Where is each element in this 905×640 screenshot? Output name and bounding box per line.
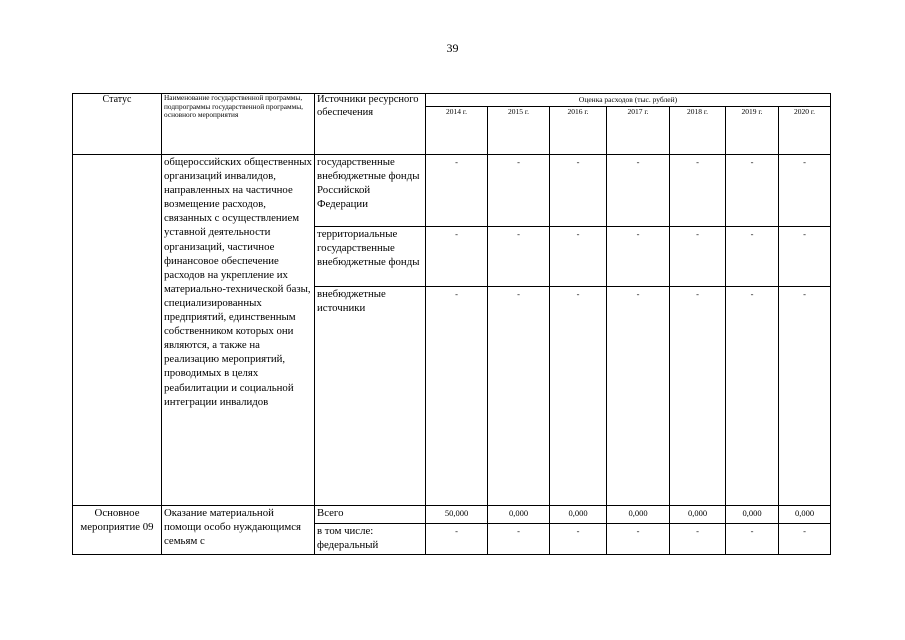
table-row (73, 506, 831, 524)
value-cell: 0,000 (550, 506, 607, 524)
value-cell: - (779, 227, 831, 287)
value-cell: - (607, 227, 670, 287)
value-cell: - (779, 155, 831, 227)
value-cell: - (550, 155, 607, 227)
value-cell: - (488, 155, 550, 227)
value-cell: - (726, 227, 779, 287)
value-cell: - (607, 287, 670, 506)
value-cell: - (779, 287, 831, 506)
value-cell: - (670, 524, 726, 555)
value-cell: - (550, 227, 607, 287)
header-year: 2020 г. (779, 107, 831, 155)
status-cell: Основное мероприятие 09 (73, 506, 162, 555)
header-year: 2016 г. (550, 107, 607, 155)
value-cell: 0,000 (726, 506, 779, 524)
value-cell: - (779, 524, 831, 555)
value-cell: 50,000 (426, 506, 488, 524)
value-cell: - (550, 524, 607, 555)
header-year: 2017 г. (607, 107, 670, 155)
value-cell: 0,000 (607, 506, 670, 524)
value-cell: - (607, 524, 670, 555)
value-cell: - (426, 287, 488, 506)
header-status: Статус (73, 94, 162, 155)
value-cell: - (426, 524, 488, 555)
page-number: 39 (446, 41, 459, 55)
header-sources: Источники ресурсного обеспечения (315, 94, 426, 155)
value-cell: - (726, 287, 779, 506)
value-cell: - (426, 227, 488, 287)
value-cell: - (670, 227, 726, 287)
funding-source-cell: территориальные государственные внебюджетные фонды (315, 227, 426, 287)
measure-name-cell: общероссийских общественных организаций инвалидов, направленных на частичное возмещение расходов, связанных с осуществлением уставной деятельности организаций, частичное финансовое обеспечение расходов на укрепление их материально-технической базы, специализированных предприятий, единственным собственником которых они являются, а также на реализацию мероприятий, проводимых в целях реабилитации и социальной интеграции инвалидов (162, 155, 315, 506)
value-cell: - (670, 155, 726, 227)
header-estimate: Оценка расходов (тыс. рублей) (426, 94, 831, 107)
value-cell: 0,000 (488, 506, 550, 524)
value-cell: - (726, 524, 779, 555)
value-cell: - (488, 287, 550, 506)
status-cell-empty (73, 155, 162, 506)
value-cell: - (607, 155, 670, 227)
value-cell: - (670, 287, 726, 506)
table-row (73, 155, 831, 227)
header-year: 2018 г. (670, 107, 726, 155)
funding-source-cell: Всего (315, 506, 426, 524)
value-cell: 0,000 (670, 506, 726, 524)
value-cell: - (488, 524, 550, 555)
value-cell: - (488, 227, 550, 287)
header-year: 2014 г. (426, 107, 488, 155)
value-cell: 0,000 (779, 506, 831, 524)
value-cell: - (550, 287, 607, 506)
funding-source-cell: в том числе: федеральный (315, 524, 426, 555)
value-cell: - (726, 155, 779, 227)
measure-name-cell: Оказание материальной помощи особо нуждающимся семьям с (162, 506, 315, 555)
header-year: 2015 г. (488, 107, 550, 155)
funding-source-cell: государственные внебюджетные фонды Российской Федерации (315, 155, 426, 227)
expense-estimate-table (72, 93, 831, 555)
header-year: 2019 г. (726, 107, 779, 155)
value-cell: - (426, 155, 488, 227)
header-row (73, 94, 831, 107)
header-name: Наименование государственной программы, подпрограммы государственной программы, основного мероприятия (162, 94, 315, 155)
funding-source-cell: внебюджетные источники (315, 287, 426, 506)
